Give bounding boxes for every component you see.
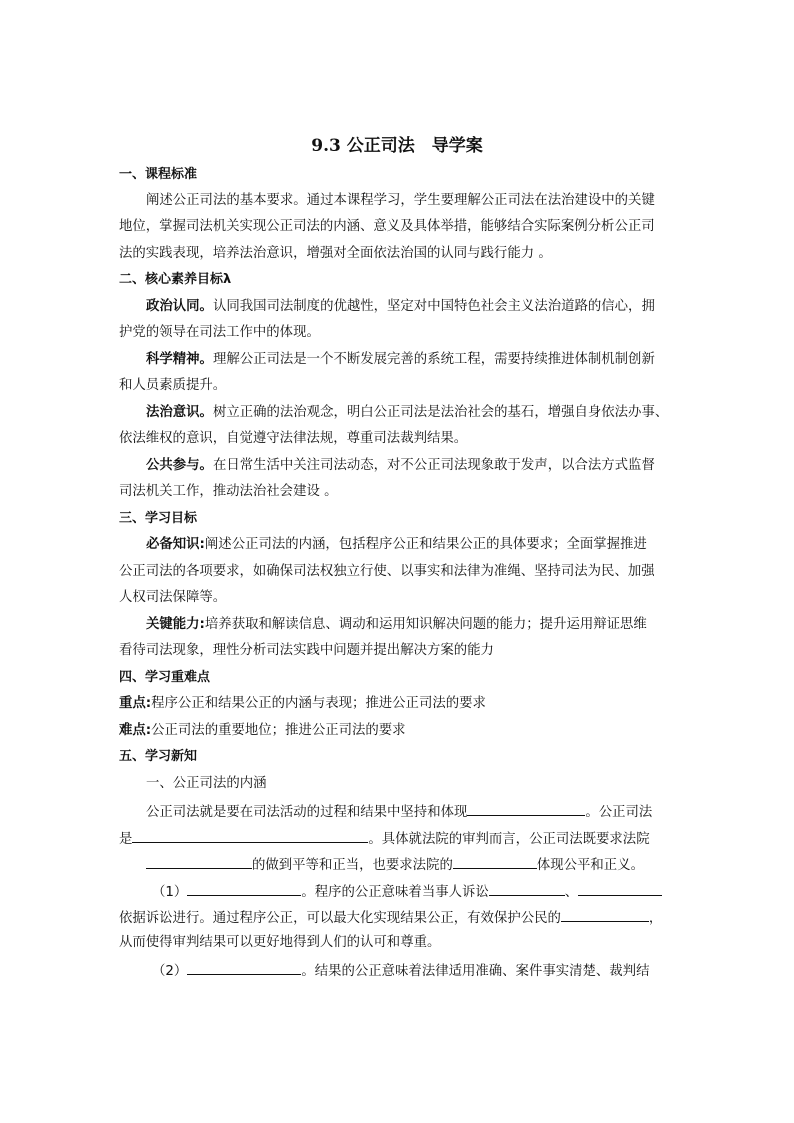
paragraph-line: 从而使得审判结果可以更好地得到人们的认可和尊重。 [119,935,441,950]
paragraph-line [119,695,679,713]
answer-blank[interactable] [467,801,585,816]
paragraph-line: 人权司法保障等。 [119,590,227,605]
paragraph-line: 看待司法现象，理性分析司法实践中问题并提出解决方案的能力 [119,643,494,658]
key-points-text: 程序公正和结果公正的内涵与表现；推进公正司法的要求 [151,696,486,711]
fill-in-line [146,801,706,822]
paragraph-text: 在日常生活中关注司法动态，对不公正司法现象敢于发声，以合法方式监督 [212,458,655,473]
paragraph-line: 和人员素质提升。 [119,378,227,393]
section-heading-core-literacy: 二、核心素养目标λ [119,272,232,287]
answer-blank[interactable] [561,907,649,922]
paragraph-line: 护党的领导在司法工作中的体现。 [119,325,320,340]
paragraph-line [146,536,706,554]
subsection-heading: 一、公正司法的内涵 [146,776,267,791]
paragraph-line: 依法维权的意识，自觉遵守法律法规，尊重司法裁判结果。 [119,431,468,446]
fill-in-line [152,881,712,902]
question-text: 、 [564,885,579,900]
paragraph-text: 阐述公正司法的内涵，包括程序公正和结果公正的具体要求；全面掌握推进 [204,537,647,552]
paragraph-line [146,298,706,316]
paragraph-line: 地位，掌握司法机关实现公正司法的内涵、意义及具体举措，能够结合实际案例分析公正司 [119,219,655,234]
question-text: 。程序的公正意味着当事人诉讼 [301,885,489,900]
term-label: 公共参与。 [146,458,213,473]
fill-in-line [119,828,679,849]
fill-in-line [152,960,712,981]
key-points-label: 重点: [119,696,152,711]
paragraph-line: 法的实践表现，培养法治意识，增强对全面依法治国的认同与践行能力 。 [119,246,552,261]
paragraph-text: 理解公正司法是一个不断发展完善的系统工程，需要持续推进体制机制创新 [212,352,655,367]
term-label: 政治认同。 [146,299,213,314]
answer-blank[interactable] [146,854,252,869]
question-text: 是 [119,832,133,847]
paragraph-line: 阐述公正司法的基本要求。通过本课程学习，学生要理解公正司法在法治建设中的关键 [146,193,655,208]
term-label: 必备知识: [146,537,205,552]
paragraph-line: 司法机关工作，推动法治社会建设 。 [119,484,338,499]
item-number: （2） [152,964,188,979]
question-text: 。结果的公正意味着法律适用准确、案件事实清楚、裁判结 [301,964,650,979]
fill-in-line [146,854,706,875]
paragraph-line [146,351,706,369]
term-label: 法治意识。 [146,405,213,420]
question-text: 。公正司法 [585,805,653,820]
item-number: （1） [152,885,188,900]
paragraph-text: 认同我国司法制度的优越性，坚定对中国特色社会主义法治道路的信心，拥 [212,299,655,314]
answer-blank[interactable] [453,854,537,869]
section-heading-learning-goals: 三、学习目标 [119,511,198,526]
paragraph-line [119,722,679,740]
question-text: 公正司法就是要在司法活动的过程和结果中坚持和体现 [146,805,468,820]
section-heading-key-difficult-points: 四、学习重难点 [119,670,211,685]
question-text: 依据诉讼进行。通过程序公正，可以最大化实现结果公正，有效保护公民的 [119,911,561,926]
section-heading-curriculum-standard: 一、课程标准 [119,167,198,182]
fill-in-line [119,907,679,928]
paragraph-text: 树立正确的法治观念，明白公正司法是法治社会的基石，增强自身依法办事、 [212,405,669,420]
answer-blank[interactable] [578,881,662,896]
answer-blank[interactable] [132,828,368,843]
question-text: ， [648,911,663,926]
difficult-points-label: 难点: [119,723,152,738]
paragraph-text: 培养获取和解读信息、调动和运用知识解决问题的能力；提升运用辩证思维 [204,617,647,632]
answer-blank[interactable] [489,881,565,896]
question-text: 的做到平等和正当，也要求法院的 [252,858,453,873]
difficult-points-text: 公正司法的重要地位；推进公正司法的要求 [151,723,406,738]
term-label: 关键能力: [146,617,205,632]
question-text: 体现公平和正义。 [536,858,644,873]
paragraph-line [146,404,706,422]
question-text: 。具体就法院的审判而言，公正司法既要求法院 [368,832,650,847]
term-label: 科学精神。 [146,352,213,367]
answer-blank[interactable] [187,960,301,975]
section-heading-new-knowledge: 五、学习新知 [119,749,198,764]
answer-blank[interactable] [187,881,301,896]
document-title: 9.3 公正司法 导学案 [311,136,483,156]
paragraph-line [146,457,706,475]
paragraph-line [146,616,706,634]
paragraph-line: 公正司法的各项要求，如确保司法权独立行使、以事实和法律为准绳、坚持司法为民、加强 [119,564,655,579]
